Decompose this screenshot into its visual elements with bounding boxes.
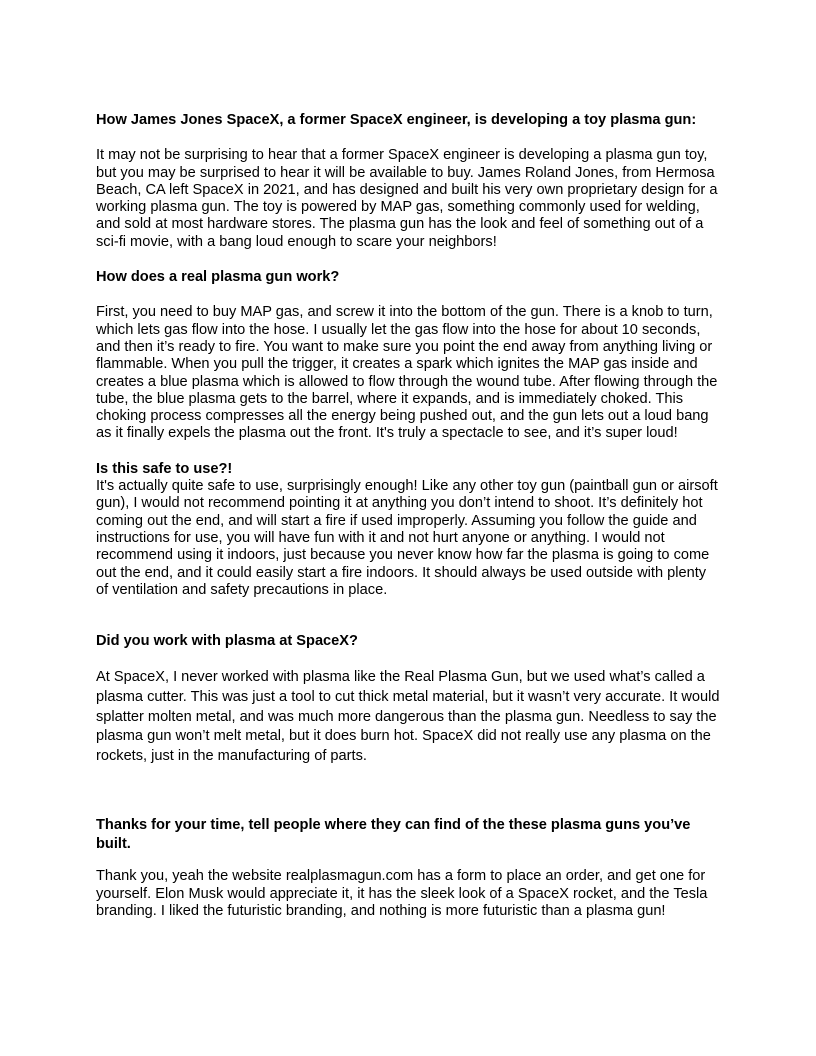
section-heading-where-to-buy: Thanks for your time, tell people where they can find of the these plasma guns you’ve built. xyxy=(96,817,691,853)
document-page xyxy=(96,112,720,920)
section-body-spacex-plasma: At SpaceX, I never worked with plasma like the Real Plasma Gun, but we used what’s called a plasma cutter. This was just a tool to cut thick metal material, but it wasn’t very accurate. It would splatter molten metal, and was much more dangerous than the plasma gun. Needless to say the plasma gun won’t melt metal, but it does burn hot. SpaceX did not really use any plasma on the rockets, just in the manufacturing of parts. xyxy=(96,669,720,764)
section-body-how-it-works: First, you need to buy MAP gas, and screw it into the bottom of the gun. There is a knob to turn, which lets gas flow into the hose. I usually let the gas flow into the hose for about 10 seconds, and then it’s ready to fire. You want to make sure you point the end away from anything living or flammable. When you pull the trigger, it creates a spark which ignites the MAP gas inside and creates a blue plasma which is allowed to flow through the wound tube. After flowing through the tube, the blue plasma gets to the barrel, where it expands, and is immediately choked. This choking process compresses all the energy being pushed out, and the gun lets out a loud bang as it finally expels the plasma out the front. It's truly a spectacle to see, and it’s super loud! xyxy=(96,304,718,442)
section-heading-safety: Is this safe to use?! xyxy=(96,460,233,477)
section-body-intro: It may not be surprising to hear that a former SpaceX engineer is developing a plasma gun toy, but you may be surprised to hear it will be available to buy. James Roland Jones, from Hermosa Beach, CA left SpaceX in 2021, and has designed and built his very own proprietary design for a working plasma gun. The toy is powered by MAP gas, something commonly used for welding, and sold at most hardware stores. The plasma gun has the look and feel of something out of a sci-fi movie, with a bang loud enough to scare your neighbors! xyxy=(96,147,718,250)
section-heading-intro: How James Jones SpaceX, a former SpaceX engineer, is developing a toy plasma gun: xyxy=(96,112,697,128)
section-heading-spacex-plasma: Did you work with plasma at SpaceX? xyxy=(96,633,358,650)
section-body-where-to-buy: Thank you, yeah the website realplasmagun.com has a form to place an order, and get one for yourself. Elon Musk would appreciate it, it has the sleek look of a SpaceX rocket, and the Tesla branding. I liked the futuristic branding, and nothing is more futuristic than a plasma gun! xyxy=(96,868,708,919)
section-body-safety: It's actually quite safe to use, surprisingly enough! Like any other toy gun (paintball gun or airsoft gun), I would not recommend pointing it at anything you don’t intend to shoot. It’s definitely hot coming out the end, and will start a fire if used improperly. Assuming you follow the guide and instructions for use, you will have fun with it and not hurt anyone or anything. I would not recommend using it indoors, just because you never know how far the plasma is going to come out the end, and it could easily start a fire indoors. It should always be used outside with plenty of ventilation and safety precautions in place. xyxy=(96,478,718,598)
section-heading-how-it-works: How does a real plasma gun work? xyxy=(96,269,340,286)
